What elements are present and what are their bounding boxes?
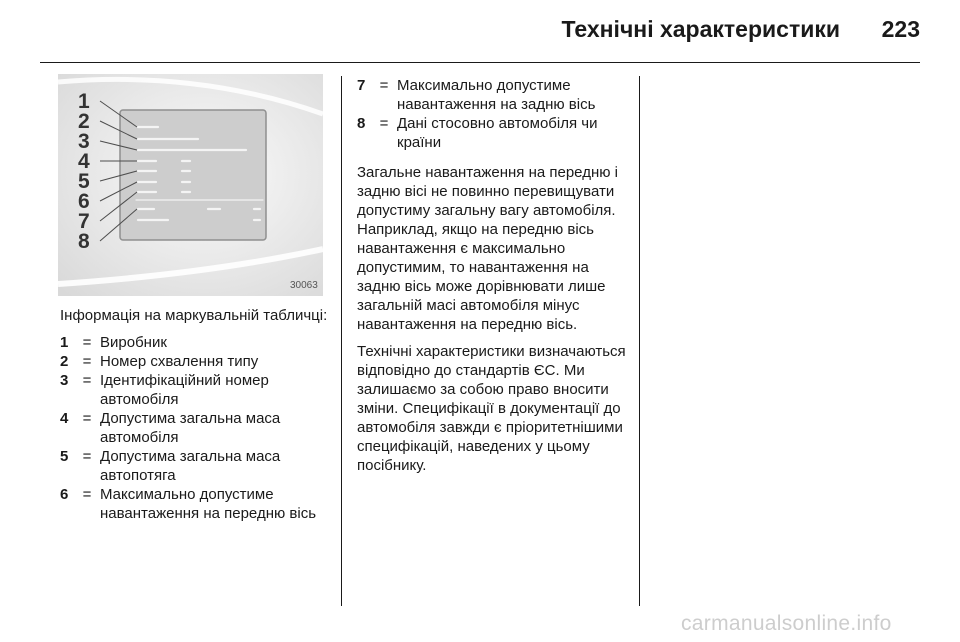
- list-item: [60, 352, 330, 371]
- list-item-number: 5: [60, 448, 69, 465]
- list-item-text: Виробник: [100, 334, 167, 351]
- list-item: [60, 333, 330, 352]
- list-item-text: Ідентифікаційний номер автомобіля: [100, 372, 269, 408]
- callout-number-2: 2: [78, 110, 90, 133]
- vehicle-id-plate-figure: [58, 74, 323, 296]
- list-item-number: 2: [60, 353, 69, 370]
- callout-number-3: 3: [78, 130, 90, 153]
- list-item-text: Номер схвалення типу: [100, 353, 259, 370]
- axle-load-paragraph: Загальне навантаження на передню і задню вісі не повинно перевищувати допустиму загальну вагу автомобіля. Наприклад, якщо на передню вісь навантаження є максимально допустимим, то навантаження на задню вісь може дорівнювати лише загальній масі автомобіля мінус навантаження на передню вісь.: [357, 164, 618, 333]
- callout-number-1: 1: [78, 90, 90, 113]
- list-item-number: 7: [357, 77, 366, 94]
- list-item: [60, 409, 330, 447]
- list-item-equals: =: [379, 115, 389, 132]
- column-divider-1: [341, 76, 342, 606]
- list-item: [357, 114, 627, 152]
- list-item-equals: =: [82, 334, 92, 351]
- list-item-equals: =: [82, 448, 92, 465]
- text-column-1: [60, 306, 330, 523]
- list-item-equals: =: [82, 353, 92, 370]
- list-item-text: Дані стосовно автомобіля чи країни: [397, 115, 598, 151]
- plate-items-list-2: [357, 76, 627, 152]
- callout-number-4: 4: [78, 150, 90, 173]
- text-column-2: [357, 76, 627, 475]
- specifications-paragraph: Технічні характеристики визначаються відповідно до стандартів ЄС. Ми залишаємо за собою право вносити зміни. Специфікації в документації до автомобіля завжди є пріоритетнішими специфікацій, наведених у цьому посібнику.: [357, 343, 626, 474]
- list-item-text: Допустима загальна маса автомобіля: [100, 410, 281, 446]
- list-item-number: 8: [357, 115, 366, 132]
- column-divider-2: [639, 76, 640, 606]
- list-item-number: 4: [60, 410, 69, 427]
- page-number: 223: [881, 16, 920, 42]
- plate-info-intro: Інформація на маркувальній табличці:: [60, 307, 328, 324]
- callout-number-7: 7: [78, 210, 90, 233]
- list-item-equals: =: [82, 410, 92, 427]
- list-item: [60, 485, 330, 523]
- callout-number-8: 8: [78, 230, 90, 253]
- callout-number-6: 6: [78, 190, 90, 213]
- list-item-equals: =: [82, 372, 92, 389]
- figure-image-code: 30063: [290, 280, 318, 291]
- list-item-number: 1: [60, 334, 69, 351]
- watermark: carmanualsonline.info: [681, 612, 892, 635]
- list-item-equals: =: [379, 77, 389, 94]
- vehicle-id-plate-illustration: [58, 74, 323, 296]
- header-rule: [40, 62, 920, 63]
- callout-number-5: 5: [78, 170, 90, 193]
- page-title: Технічні характеристики: [561, 16, 840, 42]
- list-item-text: Максимально допустиме навантаження на передню вісь: [100, 486, 317, 522]
- list-item-number: 3: [60, 372, 69, 389]
- list-item-text: Допустима загальна маса автопотяга: [100, 448, 281, 484]
- list-item: [60, 447, 330, 485]
- plate-items-list-1: [60, 333, 330, 523]
- list-item-text: Максимально допустиме навантаження на задню вісь: [397, 77, 596, 113]
- list-item-number: 6: [60, 486, 69, 503]
- list-item: [357, 76, 627, 114]
- list-item-equals: =: [82, 486, 92, 503]
- list-item: [60, 371, 330, 409]
